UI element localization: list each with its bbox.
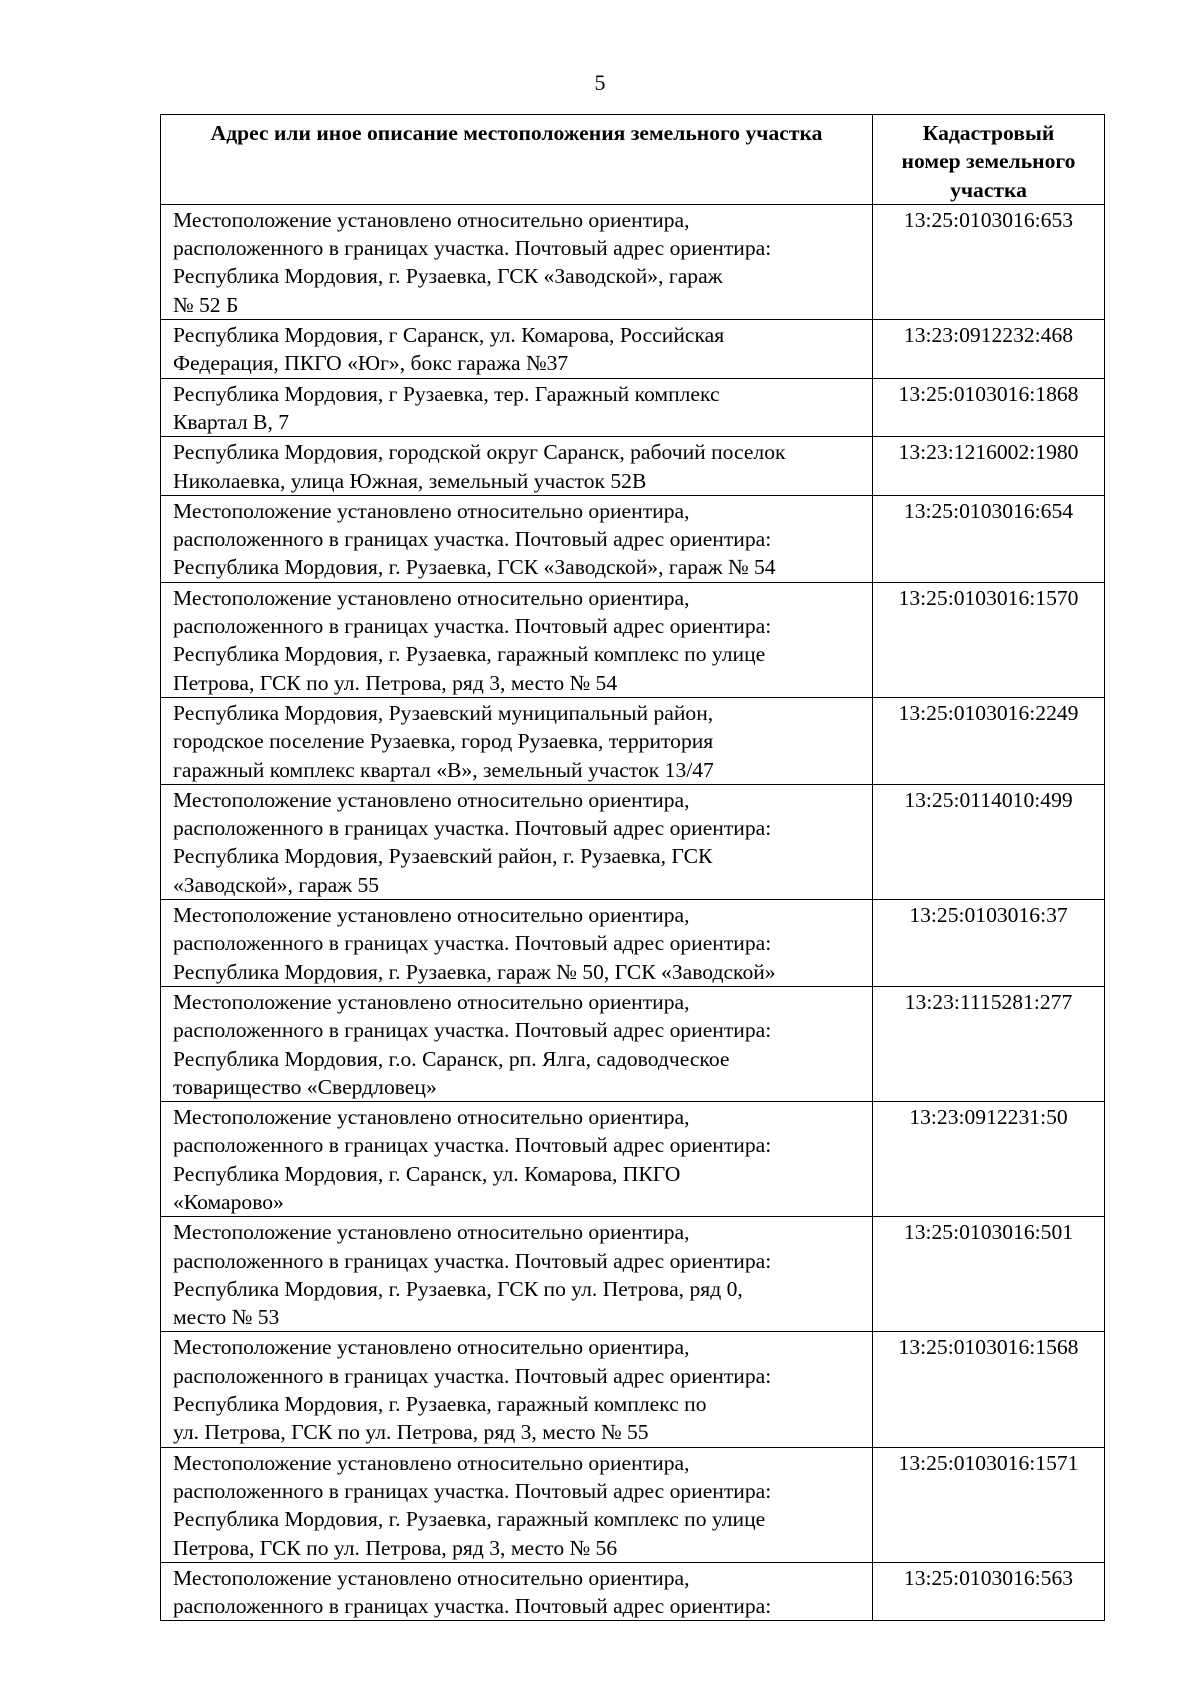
cadastral-number-cell: 13:25:0103016:654 [873, 495, 1105, 582]
address-line: Республика Мордовия, г. Рузаевка, гаражный комплекс по [173, 1392, 707, 1417]
address-line: Республика Мордовия, г. Рузаевка, гаражный комплекс по улице [173, 1507, 766, 1532]
address-cell [161, 697, 873, 784]
cadastral-number-cell: 13:25:0103016:2249 [873, 697, 1105, 784]
table-row [161, 320, 1105, 379]
address-line: Местоположение установлено относительно ориентира, [173, 1105, 690, 1130]
cadastral-number-cell: 13:23:0912232:468 [873, 320, 1105, 379]
address-line: Республика Мордовия, Рузаевский район, г. Рузаевка, ГСК [173, 844, 713, 869]
address-line: расположенного в границах участка. Почтовый адрес ориентира: [173, 1248, 772, 1273]
address-line: Республика Мордовия, г. Рузаевка, гараж № 50, ГСК «Заводской» [173, 959, 776, 984]
address-line: расположенного в границах участка. Почтовый адрес ориентира: [173, 1133, 772, 1158]
cadastral-number-cell: 13:25:0103016:653 [873, 204, 1105, 319]
address-cell [161, 1447, 873, 1562]
header-cadastral-line: участка [950, 177, 1027, 202]
address-line: Республика Мордовия, г. Рузаевка, ГСК по ул. Петрова, ряд 0, [173, 1276, 743, 1301]
address-line: Местоположение установлено относительно ориентира, [173, 903, 690, 928]
address-line: № 52 Б [173, 292, 239, 317]
address-line: Местоположение установлено относительно ориентира, [173, 1450, 690, 1475]
address-line: Местоположение установлено относительно ориентира, [173, 498, 690, 523]
table-row [161, 1332, 1105, 1447]
table-row [161, 900, 1105, 987]
address-line: расположенного в границах участка. Почтовый адрес ориентира: [173, 527, 772, 552]
address-line: Республика Мордовия, г. Рузаевка, ГСК «Заводской», гараж № 54 [173, 555, 776, 580]
address-line: расположенного в границах участка. Почтовый адрес ориентира: [173, 931, 772, 956]
address-cell [161, 582, 873, 697]
address-line: Федерация, ПКГО «Юг», бокс гаража №37 [173, 351, 569, 376]
address-cell [161, 1102, 873, 1217]
address-line: Николаевка, улица Южная, земельный участок 52В [173, 468, 647, 493]
table-row [161, 1562, 1105, 1621]
table-body [161, 204, 1105, 1621]
cadastral-number-cell: 13:23:0912231:50 [873, 1102, 1105, 1217]
address-line: «Комарово» [173, 1189, 284, 1214]
cadastral-number-cell: 13:25:0103016:1568 [873, 1332, 1105, 1447]
address-line: расположенного в границах участка. Почтовый адрес ориентира: [173, 1478, 772, 1503]
address-line: Республика Мордовия, Рузаевский муниципальный район, [173, 700, 714, 725]
address-line: Республика Мордовия, городской округ Саранск, рабочий поселок [173, 440, 786, 465]
address-cell [161, 986, 873, 1101]
address-cell [161, 1562, 873, 1621]
address-line: Местоположение установлено относительно ориентира, [173, 1335, 690, 1360]
address-line: товарищество «Свердловец» [173, 1074, 437, 1099]
address-line: Республика Мордовия, г. Рузаевка, ГСК «Заводской», гараж [173, 264, 723, 289]
address-line: «Заводской», гараж 55 [173, 872, 380, 897]
header-address: Адрес или иное описание местоположения земельного участка [161, 115, 873, 205]
header-cadastral-line: номер земельного [901, 149, 1076, 174]
table-row [161, 378, 1105, 437]
address-line: Местоположение установлено относительно ориентира, [173, 207, 690, 232]
address-line: расположенного в границах участка. Почтовый адрес ориентира: [173, 1018, 772, 1043]
cadastral-number-cell: 13:25:0103016:37 [873, 900, 1105, 987]
address-line: Петрова, ГСК по ул. Петрова, ряд 3, место № 56 [173, 1535, 618, 1560]
cadastral-number-cell: 13:25:0103016:501 [873, 1217, 1105, 1332]
table-row [161, 1102, 1105, 1217]
address-line: расположенного в границах участка. Почтовый адрес ориентира: [173, 236, 772, 261]
address-line: гаражный комплекс квартал «В», земельный участок 13/47 [173, 757, 714, 782]
address-cell [161, 204, 873, 319]
address-cell [161, 1332, 873, 1447]
address-line: Местоположение установлено относительно ориентира, [173, 1220, 690, 1245]
address-line: расположенного в границах участка. Почтовый адрес ориентира: [173, 1594, 772, 1619]
header-cadastral-line: Кадастровый [922, 121, 1055, 145]
table-row [161, 437, 1105, 496]
address-line: Квартал В, 7 [173, 409, 290, 434]
address-cell [161, 900, 873, 987]
address-line: Республика Мордовия, г. Рузаевка, гаражный комплекс по улице [173, 642, 766, 667]
address-cell [161, 1217, 873, 1332]
address-line: Республика Мордовия, г.о. Саранск, рп. Ялга, садоводческое [173, 1046, 730, 1071]
cadastral-number-cell: 13:23:1115281:277 [873, 986, 1105, 1101]
address-line: городское поселение Рузаевка, город Рузаевка, территория [173, 729, 714, 754]
table-row [161, 986, 1105, 1101]
address-cell [161, 495, 873, 582]
table-row [161, 582, 1105, 697]
table-row [161, 697, 1105, 784]
address-line: Местоположение установлено относительно ориентира, [173, 585, 690, 610]
table-row [161, 1447, 1105, 1562]
address-line: Республика Мордовия, г. Саранск, ул. Комарова, ПКГО [173, 1161, 681, 1186]
cadastral-number-cell: 13:23:1216002:1980 [873, 437, 1105, 496]
table-row [161, 1217, 1105, 1332]
header-cadastral-number [873, 115, 1105, 205]
table-row [161, 784, 1105, 899]
address-line: Республика Мордовия, г Саранск, ул. Комарова, Российская [173, 323, 725, 348]
address-line: ул. Петрова, ГСК по ул. Петрова, ряд 3, место № 55 [173, 1420, 649, 1445]
cadastral-number-cell: 13:25:0103016:1571 [873, 1447, 1105, 1562]
cadastral-number-cell: 13:25:0114010:499 [873, 784, 1105, 899]
table-row [161, 204, 1105, 319]
address-line: Местоположение установлено относительно ориентира, [173, 1565, 690, 1590]
address-line: расположенного в границах участка. Почтовый адрес ориентира: [173, 614, 772, 639]
address-line: Республика Мордовия, г Рузаевка, тер. Гаражный комплекс [173, 381, 720, 406]
address-line: Местоположение установлено относительно ориентира, [173, 989, 690, 1014]
address-line: место № 53 [173, 1305, 280, 1330]
address-cell [161, 437, 873, 496]
table-row [161, 495, 1105, 582]
address-cell [161, 378, 873, 437]
address-cell [161, 784, 873, 899]
cadastral-number-cell: 13:25:0103016:563 [873, 1562, 1105, 1621]
address-line: расположенного в границах участка. Почтовый адрес ориентира: [173, 1363, 772, 1388]
page-number: 5 [594, 70, 606, 95]
land-plots-table [160, 114, 1105, 1621]
address-line: Местоположение установлено относительно ориентира, [173, 787, 690, 812]
table-header-row [161, 115, 1105, 205]
cadastral-number-cell: 13:25:0103016:1570 [873, 582, 1105, 697]
address-cell [161, 320, 873, 379]
cadastral-number-cell: 13:25:0103016:1868 [873, 378, 1105, 437]
address-line: Петрова, ГСК по ул. Петрова, ряд 3, место № 54 [173, 670, 618, 695]
address-line: расположенного в границах участка. Почтовый адрес ориентира: [173, 816, 772, 841]
